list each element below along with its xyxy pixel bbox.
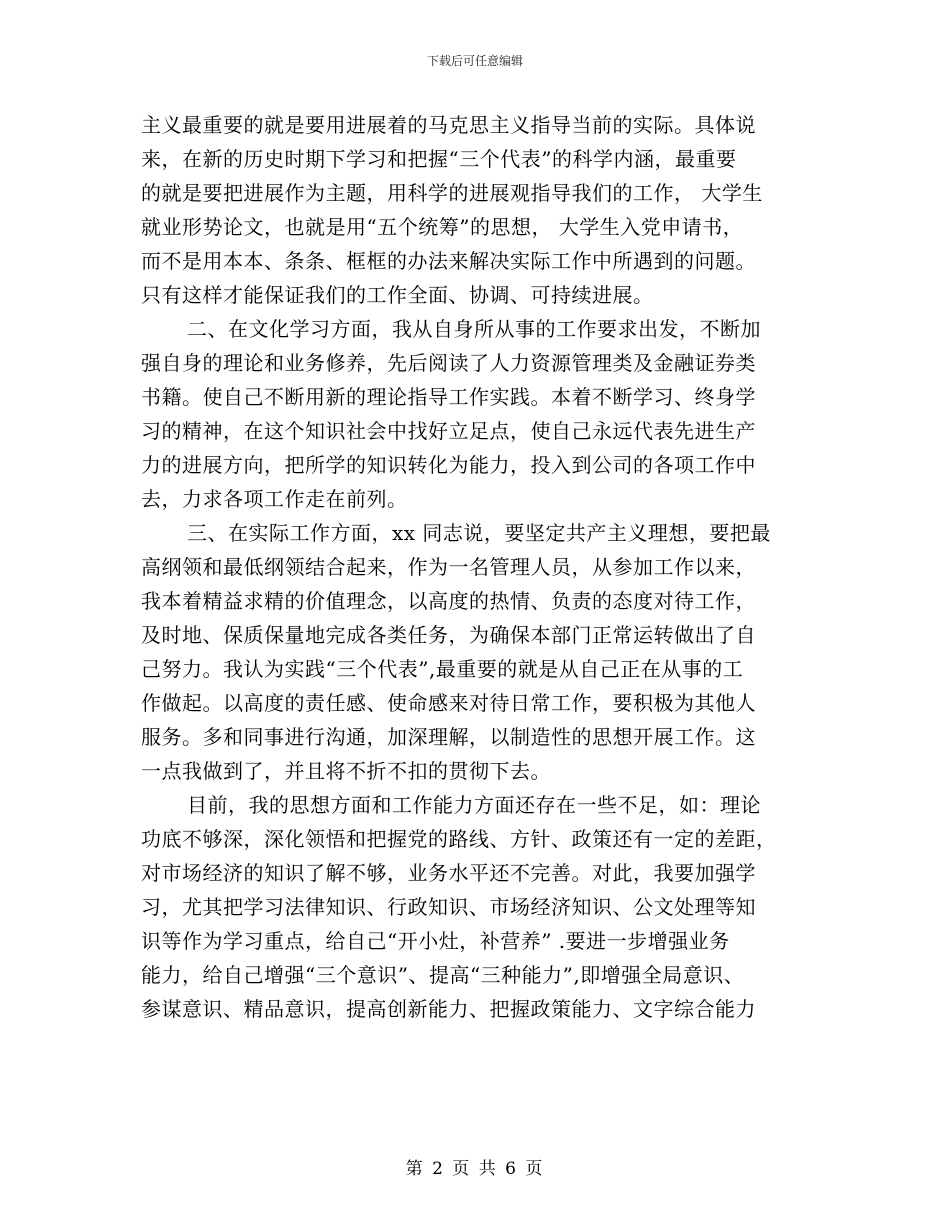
text-line: 主义最重要的就是要用进展着的马克思主义指导当前的实际。具体说 xyxy=(141,113,756,137)
text-line: 去，力求各项工作走在前列。 xyxy=(141,487,408,511)
text-line: 能力，给自己增强“三个意识”、提高“三种能力”,即增强全局意识、 xyxy=(141,963,745,987)
page-number: 第 2 页 共 6 页 xyxy=(405,1159,545,1179)
paragraph-start-line: 二、在文化学习方面，我从自身所从事的工作要求出发，不断加 xyxy=(187,317,761,341)
text-line: 服务。多和同事进行沟通，加深理解，以制造性的思想开展工作。这 xyxy=(141,725,756,749)
paragraph-start-line: 目前，我的思想方面和工作能力方面还存在一些不足，如：理论 xyxy=(187,793,761,817)
paragraph-start-line: 三、在实际工作方面，xx 同志说，要坚定共产主义理想，要把最 xyxy=(187,521,771,545)
text-line: 强自身的理论和业务修养，先后阅读了人力资源管理类及金融证券类 xyxy=(141,351,756,375)
text-line: 一点我做到了，并且将不折不扣的贯彻下去。 xyxy=(141,759,551,783)
document-body xyxy=(141,108,821,1026)
text-line: 参谋意识、精品意识，提高创新能力、把握政策能力、文字综合能力 xyxy=(141,997,756,1021)
text-line: 识等作为学习重点，给自己“开小灶，补营养” .要进一步增强业务 xyxy=(141,929,730,953)
page-header: 下载后可任意编辑 xyxy=(426,54,523,68)
text-line: 功底不够深，深化领悟和把握党的路线、方针、政策还有一定的差距， xyxy=(141,827,777,851)
text-line: 而不是用本本、条条、框框的办法来解决实际工作中所遇到的问题。 xyxy=(141,249,756,273)
text-line: 就业形势论文，也就是用“五个统筹”的思想， 大学生入党申请书， xyxy=(141,215,744,239)
text-line: 习的精神，在这个知识社会中找好立足点，使自己永远代表先进生产 xyxy=(141,419,756,443)
text-line: 对市场经济的知识了解不够，业务水平还不完善。对此，我要加强学 xyxy=(141,861,756,885)
text-line: 来，在新的历史时期下学习和把握“三个代表”的科学内涵，最重要 xyxy=(141,147,737,171)
text-line: 高纲领和最低纲领结合起来，作为一名管理人员，从参加工作以来， xyxy=(141,555,756,579)
text-line: 力的进展方向，把所学的知识转化为能力，投入到公司的各项工作中 xyxy=(141,453,756,477)
text-line: 作做起。以高度的责任感、使命感来对待日常工作，要积极为其他人 xyxy=(141,691,756,715)
text-line: 我本着精益求精的价值理念，以高度的热情、负责的态度对待工作， xyxy=(141,589,756,613)
text-line: 及时地、保质保量地完成各类任务，为确保本部门正常运转做出了自 xyxy=(141,623,756,647)
text-line: 己努力。我认为实践“三个代表”,最重要的就是从自己正在从事的工 xyxy=(141,657,744,681)
text-line: 习，尤其把学习法律知识、行政知识、市场经济知识、公文处理等知 xyxy=(141,895,756,919)
text-line: 只有这样才能保证我们的工作全面、协调、可持续进展。 xyxy=(141,283,654,307)
text-line: 书籍。使自己不断用新的理论指导工作实践。本着不断学习、终身学 xyxy=(141,385,756,409)
text-line: 的就是要把进展作为主题，用科学的进展观指导我们的工作， 大学生 xyxy=(141,181,763,205)
